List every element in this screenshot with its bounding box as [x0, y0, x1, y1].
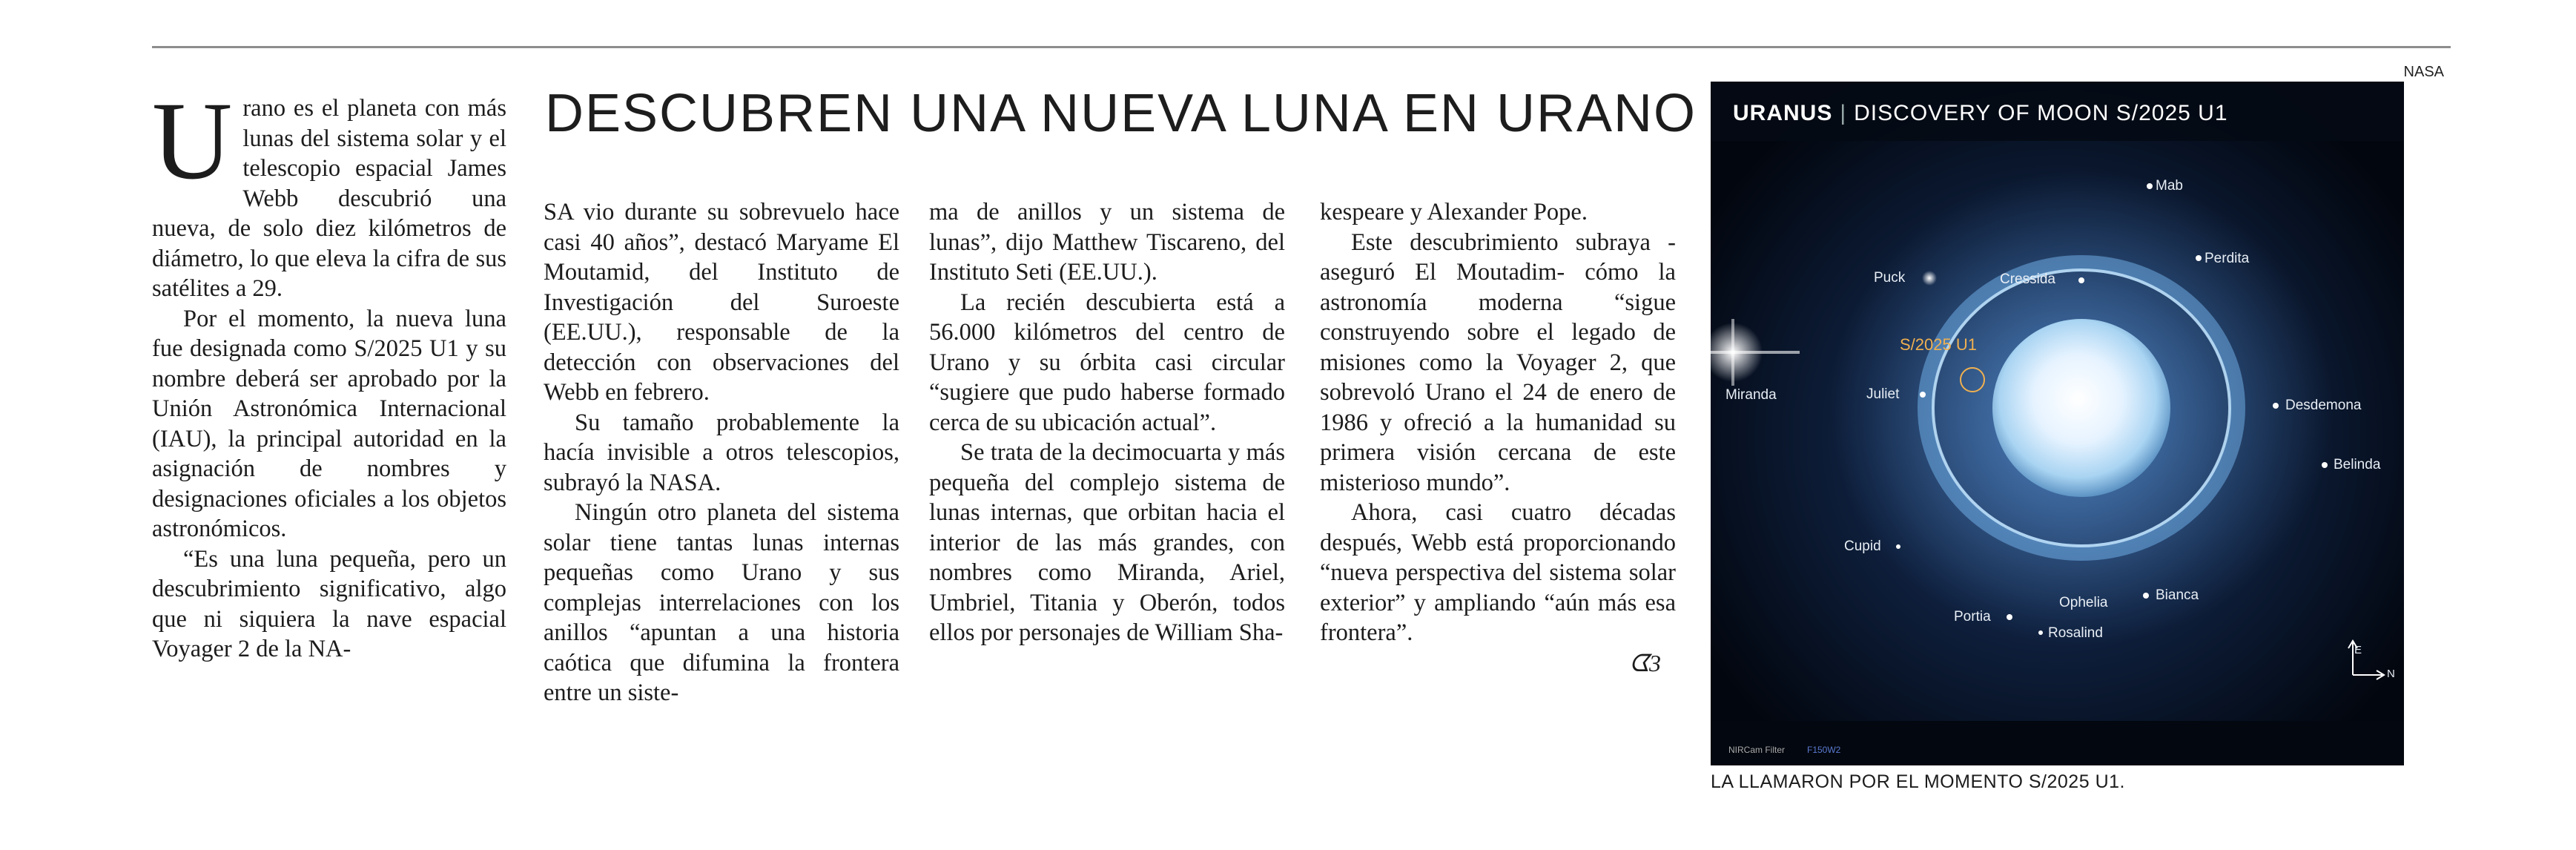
paragraph: Ningún otro planeta del sistema solar tiene tantas lunas internas pequeñas como Urano y sus complejas interrelaciones con los anillos “apuntan a una historia caótica que difumina la frontera entre un siste-	[544, 499, 899, 706]
drop-cap: U	[152, 79, 233, 202]
moon-label-puck: Puck	[1874, 270, 1906, 286]
uranus-photo	[1711, 82, 2404, 765]
moon-label-juliet: Juliet	[1866, 386, 1900, 402]
filter-label: NIRCam Filter	[1728, 745, 1786, 755]
paragraph: Ahora, casi cuatro décadas después, Webb está proporcionando “nueva perspectiva del sistema solar exterior” y ampliando “aún más esa frontera”.	[1320, 499, 1676, 646]
photo-title-rest: DISCOVERY OF MOON S/2025 U1	[1854, 101, 2228, 125]
top-rule	[152, 46, 2451, 48]
moon-label-portia: Portia	[1954, 609, 1991, 625]
moon-label-miranda: Miranda	[1725, 387, 1777, 403]
moon-label-desdemona: Desdemona	[2285, 398, 2362, 413]
paragraph: SA vio durante su sobrevuelo hace casi 40 años”, destacó Maryame El Moutamid, del Instituto de Investigación del Suroeste (EE.UU.), responsable de la detección con observaciones del Webb en febrero.	[544, 199, 899, 406]
paragraph: rano es el planeta con más lunas del sistema solar y el telescopio espacial James Webb descubrió una nueva, de solo diez kilómetros de diámetro, lo que eleva la cifra de sus satélites a 29.	[152, 95, 506, 302]
photo-title: URANUS | DISCOVERY OF MOON S/2025 U1	[1733, 101, 2228, 125]
moon-label-belinda: Belinda	[2334, 457, 2381, 472]
paragraph: Este descubrimiento subraya -aseguró El Moutadim- cómo la astronomía moderna “sigue construyendo sobre el legado de misiones como la Voyager 2, que sobrevoló Urano el 24 de enero de 1986 y ofreció a la humanidad su primera visión cercana de este misterioso mundo”.	[1320, 228, 1676, 496]
paragraph: Se trata de la decimocuarta y más pequeña del complejo sistema de lunas internas, que orbitan hacia el interior de las más grandes, con nombres como Miranda, Ariel, Umbriel, Titania y Oberón, todos ellos por personajes de William Sha-	[929, 439, 1285, 646]
paragraph: Su tamaño probablemente la hacía invisible a otros telescopios, subrayó la NASA.	[544, 409, 899, 496]
moon-label-s2025-u1: S/2025 U1	[1900, 335, 1977, 354]
moon-label-bianca: Bianca	[2156, 587, 2199, 603]
moon-label-ophelia: Ophelia	[2059, 595, 2108, 610]
paragraph: La recién descubierta está a 56.000 kilómetros del centro de Urano y su órbita casi circular “sugiere que pudo haberse formado cerca de su ubicación actual”.	[929, 289, 1285, 436]
article-column-4	[1320, 197, 1676, 678]
puck-flare	[1922, 271, 1937, 286]
moon-label-cressida: Cressida	[2000, 271, 2055, 287]
moon-label-cupid: Cupid	[1844, 538, 1881, 554]
photo-title-bold: URANUS	[1733, 101, 1833, 125]
article-column-3	[929, 197, 1285, 648]
photo-credit: NASA	[2403, 64, 2444, 80]
paragraph: “Es una luna pequeña, pero un descubrimiento significativo, algo que ni siquiera la nave espacial Voyager 2 de la NA-	[152, 545, 506, 662]
photo-caption: LA LLAMARON POR EL MOMENTO S/2025 U1.	[1711, 771, 2125, 792]
article-column-2	[544, 197, 899, 708]
paragraph: ma de anillos y un sistema de lunas”, dijo Matthew Tiscareno, del Instituto Seti (EE.UU.).	[929, 199, 1285, 286]
filter-value: F150W2	[1807, 745, 1841, 755]
moon-label-perdita: Perdita	[2205, 251, 2250, 266]
paragraph: kespeare y Alexander Pope.	[1320, 199, 1588, 225]
moon-label-mab: Mab	[2156, 178, 2183, 194]
compass-label-e: E	[2354, 644, 2362, 656]
article-column-1	[152, 79, 506, 665]
end-mark-icon: ᗧ3	[1629, 649, 1661, 676]
compass-label-n: N	[2387, 668, 2395, 680]
moon-label-rosalind: Rosalind	[2048, 625, 2103, 641]
paragraph: Por el momento, la nueva luna fue designada como S/2025 U1 y su nombre deberá ser aprobado por la Unión Astronómica Internacional (IAU), la principal autoridad en la asignación de nombres y designaciones oficiales a los objetos astronómicos.	[152, 305, 506, 542]
article-headline: DESCUBREN UNA NUEVA LUNA EN URANO	[545, 84, 1697, 143]
uranus-image	[1711, 82, 2404, 765]
